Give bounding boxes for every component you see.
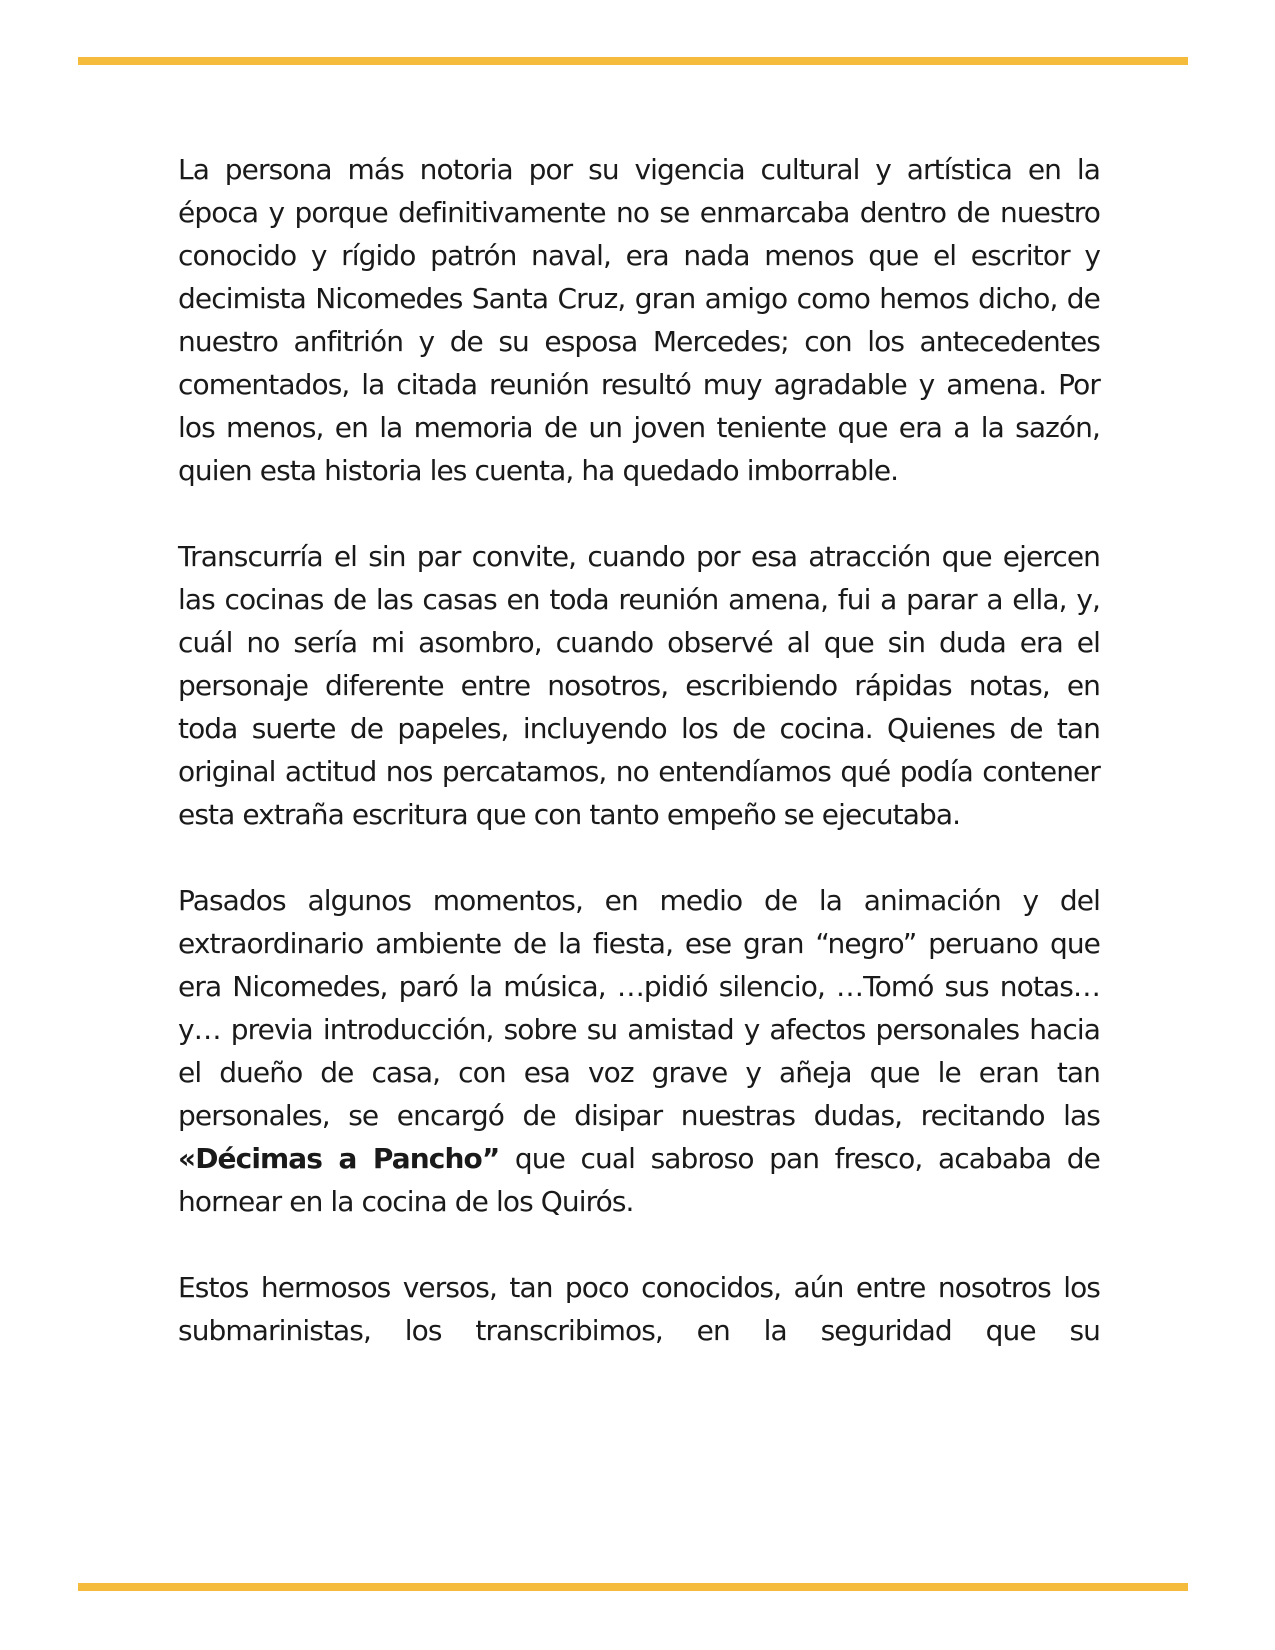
paragraph-4: Estos hermosos versos, tan poco conocidos, aún entre nosotros los submarinistas, los transcribimos, en la seguridad que su	[178, 1271, 1100, 1347]
top-rule	[78, 57, 1188, 65]
bottom-rule	[78, 1583, 1188, 1591]
paragraph-3	[178, 879, 1100, 1223]
paragraph-3-text-after: que cual sabroso pan fresco, acababa de hornear en la cocina de los Quirós.	[178, 1142, 1100, 1218]
paragraph-2: Transcurría el sin par convite, cuando por esa atracción que ejercen las cocinas de las casas en toda reunión amena, fui a parar a ella, y, cuál no sería mi asombro, cuando observé al que sin duda era el personaje diferente entre nosotros, escribiendo rápidas notas, en toda suerte de papeles, incluyendo los de cocina. Quienes de tan original actitud nos percatamos, no entendíamos qué podía contener esta extraña escritura que con tanto empeño se ejecutaba.	[178, 540, 1100, 831]
paragraph-3-text-before: Pasados algunos momentos, en medio de la animación y del extraordinario ambiente de la fiesta, ese gran “negro” peruano que era Nicomedes, paró la música, …pidió silencio, …Tomó sus notas… y… previa introducción, sobre su amistad y afectos personales hacia el dueño de casa, con esa voz grave y añeja que le eran tan personales, se encargó de disipar nuestras dudas, recitando las	[178, 884, 1100, 1132]
document-body	[178, 148, 1100, 1352]
poem-title: «Décimas a Pancho”	[178, 1142, 500, 1175]
paragraph-1: La persona más notoria por su vigencia cultural y artística en la época y porque definitivamente no se enmarcaba dentro de nuestro conocido y rígido patrón naval, era nada menos que el escritor y decimista Nicomedes Santa Cruz, gran amigo como hemos dicho, de nuestro anfitrión y de su esposa Mercedes; con los antecedentes comentados, la citada reunión resultó muy agradable y amena. Por los menos, en la memoria de un joven teniente que era a la sazón, quien esta historia les cuenta, ha quedado imborrable.	[178, 153, 1100, 487]
